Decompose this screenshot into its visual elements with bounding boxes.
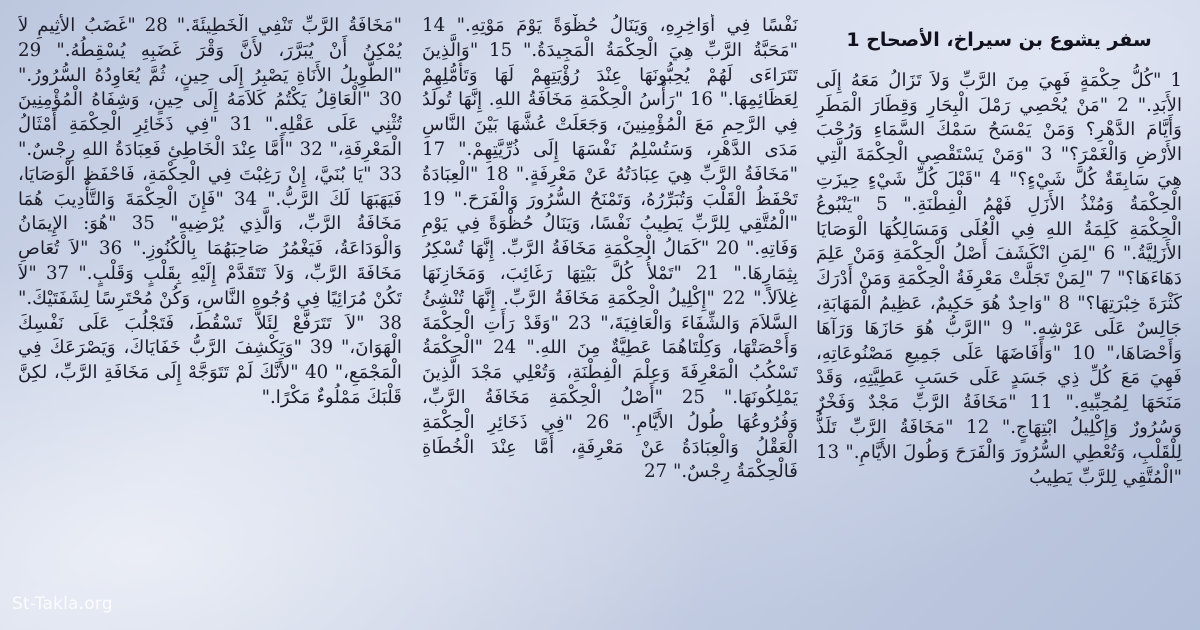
chapter-title: سفر يشوع بن سيراخ، الأصحاح 1 xyxy=(846,29,1152,51)
text-column-2 xyxy=(422,14,798,614)
column-3-text: "مَخَافَةُ الرَّبِّ تَنْفِي الْخَطِيئَةَ." 28 "غَضَبُ الأَثِيمِ لاَ يُمْكِنُ أَنْ يُبَرَّرَ، لأَنَّ وَقْرَ غَضَبِهِ يُسْقِطُهُ." 29 "الطَّوِيلُ الأَنَاةِ يَصْبِرُ إِلَى حِينٍ، ثُمَّ يُعَاوِدُهُ السُّرُورُ." 30 "الْعَاقِلُ يَكْتُمُ كَلاَمَهُ إِلَى حِينٍ، وَشِفَاهُ الْمُؤْمِنِينَ تُثْنِي عَلَى عَقْلِهِ." 31 "فِي ذَخَائِرِ الْحِكْمَةِ أَمْثَالُ الْمَعْرِفَةِ،" 32 "أَمَّا عِنْدَ الْخَاطِئِ فَعِبَادَةُ اللهِ رِجْسٌ." 33 "يَا بُنَيَّ، إِنْ رَغِبْتَ فِي الْحِكْمَةِ، فَاحْفَظِ الْوَصَايَا، فَيَهَبَهَا لَكَ الرَّبُّ." 34 "فَإِنَ الْحِكْمَةَ وَالتَّأْدِيبَ هُمَا مَخَافَةُ الرَّبِّ، وَالَّذِي يُرْضِيهِ" 35 "هُوَ: الإِيمَانُ وَالْوَدَاعَةُ، فَيَغْمُرُ صَاحِبَهُمَا بِالْكُنُوزِ." 36 "لاَ تُعَاصِ مَخَافَةَ الرَّبِّ، وَلاَ تَتَقَدَّمْ إِلَيْهِ بِقَلْبٍ وَقَلْبٍ." 37 "لاَ تَكُنْ مُرَائِيًا فِي وُجُوهِ النَّاسِ، وَكُنْ مُحْتَرِسًا لِشَفَتَيْكَ." 38 "لاَ تَتَرَفَّعْ لِئَلاَّ تَسْقُطَ، فَتَجْلُبَ عَلَى نَفْسِكَ الْهَوَانَ،" 39 "وَيَكْشِفَ الرَّبُّ خَفَايَاكَ، وَيَصْرَعَكَ فِي الْمَجْمَعِ،" 40 "لأَنَّكَ لَمْ تَتَوَجَّهْ إِلَى مَخَافَةِ الرَّبِّ، لكِنَّ قَلْبَكَ مَمْلُوءٌ مَكْرًا." xyxy=(18,15,402,408)
text-column-1 xyxy=(816,14,1182,614)
column-1-text: 1 "كُلُّ حِكْمَةٍ فَهِيَ مِنَ الرَّبِّ وَلاَ تَزَالُ مَعَهُ إِلَى الأَبَدِ." 2 "مَنْ يُحْصِي رَمْلَ الْبِحَارِ وَقِطَارَ الْمَطَرِ وَأَيَّامَ الدَّهْرِ؟ وَمَنْ يَمْسَحُ سَمْكَ السَّمَاءِ وَرُحْبَ الأَرْضِ وَالْغَمْرَ؟" 3 "وَمَنْ يَسْتَقْصِي الْحِكْمَةَ الَّتِي هِيَ سَابِقَةٌ كُلَّ شَيْءٍ؟" 4 "قَبْلَ كُلِّ شَيْءٍ حِيزَتِ الْحِكْمَةُ وَمُنْذُ الأَزَلِ فَهْمُ الْفِطْنَةِ." 5 "يَنْبُوعُ الْحِكْمَةِ كَلِمَةُ اللهِ فِي الْعُلَى وَمَسَالِكُهَا الْوَصَايَا الأَزَلِيَّةُ." 6 "لِمَنِ انْكَشَفَ أَصْلُ الْحِكْمَةِ وَمَنْ عَلِمَ دَهَاءَهَا؟" 7 "لِمَنْ تَجَلَّتْ مَعْرِفَةُ الْحِكْمَةِ وَمَنْ أَدْرَكَ كَثْرَةَ خِبْرَتِهَا؟" 8 "وَاحِدٌ هُوَ حَكِيمٌ، عَظِيمُ الْمَهَابَةِ، جَالِسٌ عَلَى عَرْشِهِ." 9 "الرَّبُّ هُوَ حَازَهَا وَرَآهَا وَأَحْصَاهَا،" 10 "وَأَفَاضَهَا عَلَى جَمِيعِ مَصْنُوعَاتِهِ، فَهِيَ مَعَ كُلِّ ذِي جَسَدٍ عَلَى حَسَبِ عَطِيَّتِهِ، وَقَدْ مَنَحَهَا لِمُحِبِّيهِ." 11 "مَخَافَةُ الرَّبِّ مَجْدٌ وَفَخْرٌ وَسُرُورٌ وَإِكْلِيلُ ابْتِهَاجٍ." 12 "مَخَافَةُ الرَّبِّ تَلَذُّ لِلْقَلْبِ، وَتُعْطِي السُّرُورَ وَالْفَرَحَ وَطُولَ الأَيَّامِ." 13 "الْمُتَّقِي لِلرَّبِّ يَطِيبُ xyxy=(816,69,1182,488)
site-watermark: St-Takla.org xyxy=(12,594,113,614)
text-column-3 xyxy=(18,14,402,614)
column-2-text: نَفْسًا فِي أَوَاخِرِهِ، وَيَنَالُ حُظْوَةً يَوْمَ مَوْتِهِ." 14 "مَحَبَّةُ الرَّبِّ هِيَ الْحِكْمَةُ الْمَجِيدَةُ." 15 "وَالَّذِينَ تَتَرَاءَى لَهُمْ يُحِبُّونَهَا عِنْدَ رُؤْيَتِهِمْ لَهَا وَتَأَمُّلِهِمْ لِعَظَائِمِهَا." 16 "رَأْسُ الْحِكْمَةِ مَخَافَةُ اللهِ. إِنَّهَا تُولَدُ فِي الرَّحِمِ مَعَ الْمُؤْمِنِينَ، وَجَعَلَتْ عُشَّهَا بَيْنَ النَّاسِ مَدَى الدَّهْرِ، وَسَتُسْلِمُ نَفْسَهَا إِلَى ذُرِّيَّتِهِمْ." 17 "مَخَافَةُ الرَّبِّ هِيَ عِبَادَتُهُ عَنْ مَعْرِفَةٍ." 18 "الْعِبَادَةُ تَحْفَظُ الْقَلْبَ وَتُبَرِّرُهُ، وَتَمْنَحُ السُّرُورَ وَالْفَرَحَ." 19 "الْمُتَّقِي لِلرَّبِّ يَطِيبُ نَفْسًا، وَيَنَالُ حُظْوَةً فِي يَوْمِ وَفَاتِهِ." 20 "كَمَالُ الْحِكْمَةِ مَخَافَةُ الرَّبِّ. إِنَّهَا تُسْكِرُ بِثِمَارِهَا." 21 "تَمْلأُ كُلَّ بَيْتِهَا رَغَائِبَ، وَمَخَازِنَهَا غِلاَلاً." 22 "إِكْلِيلُ الْحِكْمَةِ مَخَافَةُ الرَّبِّ. إِنَّهَا تُنْشِئُ السَّلاَمَ وَالشِّفَاءَ وَالْعَافِيَةَ،" 23 "وَقَدْ رَأَتِ الْحِكْمَةَ وَأَحْصَتْهَا، وَكِلْتَاهُمَا عَطِيَّةٌ مِنَ اللهِ." 24 "الْحِكْمَةُ تَسْكُبُ الْمَعْرِفَةَ وَعِلْمَ الْفِطْنَةِ، وَتُعْلِي مَجْدَ الَّذِينَ يَمْلِكُونَهَا." 25 "أَصْلُ الْحِكْمَةِ مَخَافَةُ الرَّبِّ، وَفُرُوعُهَا طُولُ الأَيَّامِ." 26 "فِي ذَخَائِرِ الْحِكْمَةِ الْعَقْلُ وَالْعِبَادَةُ عَنْ مَعْرِفَةٍ، أَمَّا عِنْدَ الْخُطَاةِ فَالْحِكْمَةُ رِجْسٌ." 27 xyxy=(422,15,798,483)
